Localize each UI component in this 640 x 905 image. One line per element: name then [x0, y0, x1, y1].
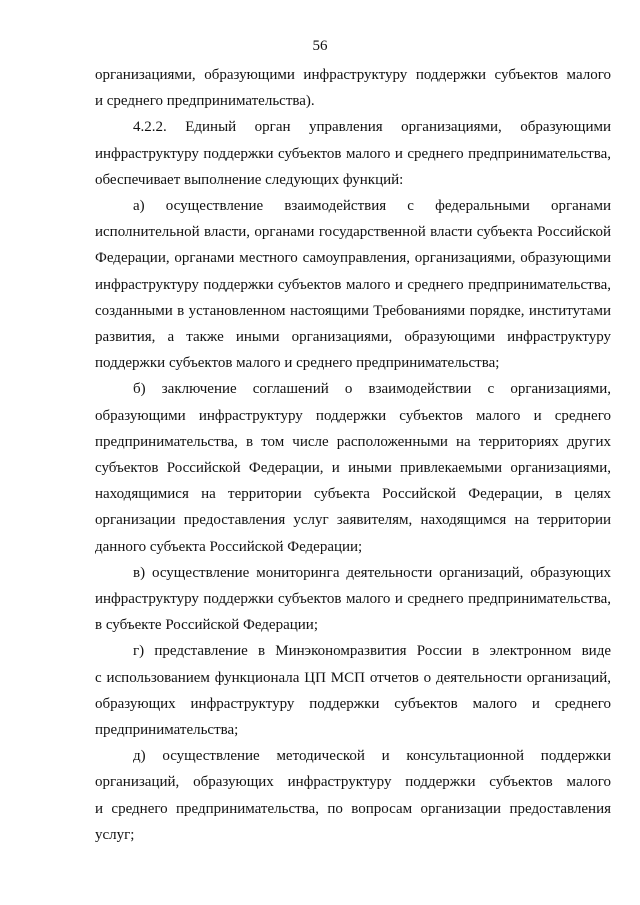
text-line: Федерации, органами местного самоуправления, организациями, образующими	[95, 250, 611, 267]
text-line: обеспечивает выполнение следующих функций:	[95, 171, 404, 188]
text-line: г) представление в Минэкономразвития России в электронном виде	[133, 643, 611, 660]
text-line: данного субъекта Российской Федерации;	[95, 538, 363, 555]
page-number: 56	[312, 38, 328, 54]
text-line: д) осуществление методической и консультационной поддержки	[133, 748, 611, 765]
text-line: в субъекте Российской Федерации;	[95, 617, 319, 634]
text-line: б) заключение соглашений о взаимодействии с организациями,	[133, 381, 611, 398]
text-line: исполнительной власти, органами государственной власти субъекта Российской	[95, 224, 611, 241]
text-line: организации предоставления услуг заявителям, находящимся на территории	[95, 512, 611, 529]
text-line: образующими инфраструктуру поддержки субъектов малого и среднего	[95, 407, 611, 424]
paragraph-item-d	[95, 743, 611, 848]
text-line: созданными в установленном настоящими Требованиями порядке, институтами	[95, 302, 611, 319]
text-line: в) осуществление мониторинга деятельности организаций, образующих	[133, 564, 611, 581]
text-line: и среднего предпринимательства, по вопросам организации предоставления	[95, 800, 611, 817]
text-line: предпринимательства;	[95, 722, 239, 739]
text-line: инфраструктуру поддержки субъектов малого и среднего предпринимательства,	[95, 145, 611, 162]
paragraph-item-b	[95, 376, 611, 559]
text-line: образующих инфраструктуру поддержки субъектов малого и среднего	[95, 695, 611, 712]
document-body	[95, 62, 611, 848]
text-line: поддержки субъектов малого и среднего предпринимательства;	[95, 355, 500, 372]
text-line: организациями, образующими инфраструктуру поддержки субъектов малого	[95, 67, 611, 83]
text-line: инфраструктуру поддержки субъектов малого и среднего предпринимательства,	[95, 591, 611, 608]
text-line: организаций, образующих инфраструктуру поддержки субъектов малого	[95, 774, 611, 791]
paragraph-item-a	[95, 193, 611, 376]
paragraph-continuation	[95, 62, 611, 114]
text-line: инфраструктуру поддержки субъектов малого и среднего предпринимательства,	[95, 276, 611, 293]
paragraph-item-g	[95, 638, 611, 743]
text-line: находящимися на территории субъекта Российской Федерации, в целях	[95, 486, 611, 503]
text-line: 4.2.2. Единый орган управления организациями, образующими	[133, 119, 611, 136]
text-line: субъектов Российской Федерации, и иными привлекаемыми организациями,	[95, 460, 611, 477]
text-line: а) осуществление взаимодействия с федеральными органами	[133, 198, 611, 215]
paragraph-item-v	[95, 560, 611, 639]
text-line: предпринимательства, в том числе расположенными на территориях других	[95, 433, 611, 450]
paragraph-clause-4-2-2	[95, 114, 611, 193]
text-line: и среднего предпринимательства).	[95, 93, 315, 110]
text-line: с использованием функционала ЦП МСП отчетов о деятельности организаций,	[95, 669, 611, 686]
text-line: развития, а также иными организациями, образующими инфраструктуру	[95, 329, 611, 346]
text-line: услуг;	[95, 826, 135, 843]
